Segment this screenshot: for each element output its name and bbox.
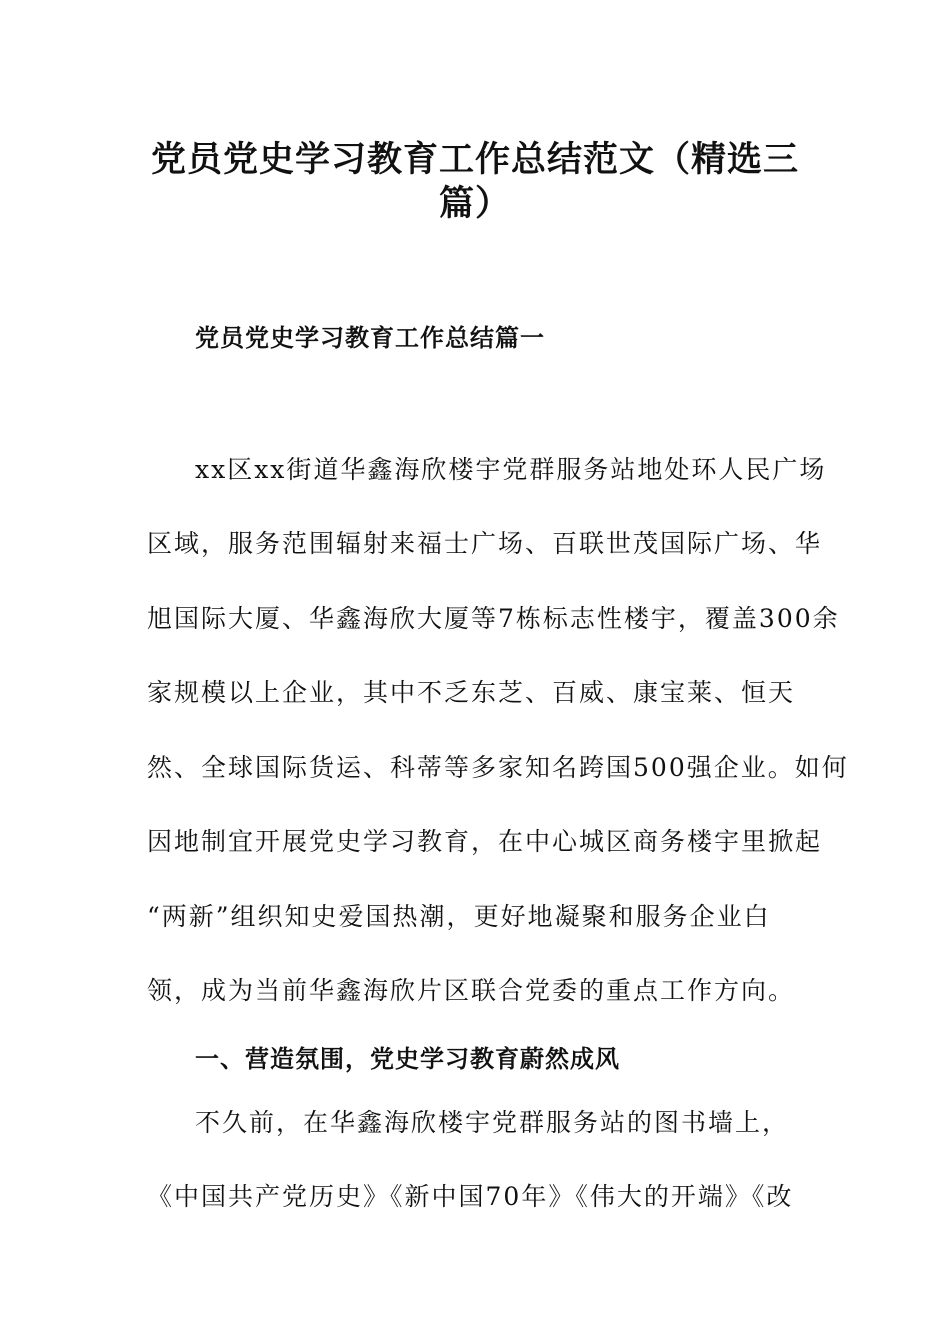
paragraph-line: 不久前，在华鑫海欣楼宇党群服务站的图书墙上，: [195, 1108, 790, 1137]
paragraph-line: 家规模以上企业，其中不乏东芝、百威、康宝莱、恒天: [147, 678, 796, 707]
paragraph-line: 《中国共产党历史》《新中国70年》《伟大的开端》《改: [147, 1182, 794, 1211]
paragraph-line: “两新”组织知史爱国热潮，更好地凝聚和服务企业白: [147, 902, 771, 931]
paragraph-line: 然、全球国际货运、科蒂等多家知名跨国500强企业。如何: [147, 753, 849, 782]
paragraph-line: 旭国际大厦、华鑫海欣大厦等7栋标志性楼宇，覆盖300余: [147, 604, 840, 633]
paragraph-line: 因地制宜开展党史学习教育，在中心城区商务楼宇里掀起: [147, 827, 823, 856]
paragraph-line: 区域，服务范围辐射来福士广场、百联世茂国际广场、华: [147, 529, 823, 558]
document-title-line-1: 党员党史学习教育工作总结范文（精选三: [150, 139, 799, 180]
paragraph-line: xx区xx街道华鑫海欣楼宇党群服务站地处环人民广场: [195, 455, 827, 484]
subheading: 一、营造氛围，党史学习教育蔚然成风: [195, 1044, 620, 1073]
section-heading: 党员党史学习教育工作总结篇一: [195, 323, 545, 352]
document-title-line-2: 篇）: [438, 183, 511, 224]
paragraph-line: 领，成为当前华鑫海欣片区联合党委的重点工作方向。: [147, 976, 796, 1005]
